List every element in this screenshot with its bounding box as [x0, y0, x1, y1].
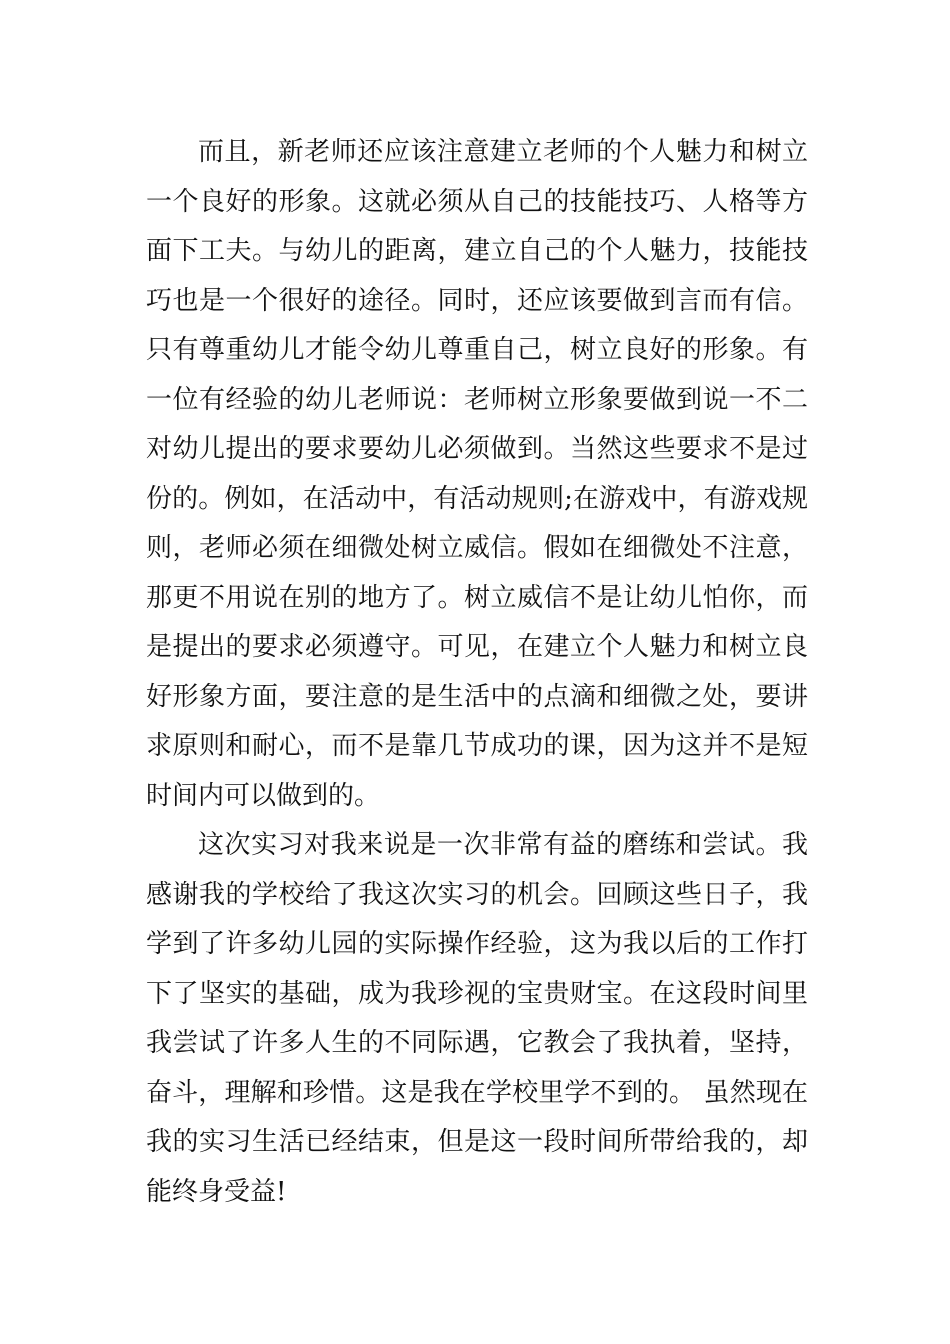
- text-line: 时间内可以做到的。: [146, 780, 381, 811]
- text-line: 好形象方面，要注意的是生活中的点滴和细微之处，要讲: [146, 681, 808, 712]
- text-line: 感谢我的学校给了我这次实习的机会。回顾这些日子，我: [146, 879, 808, 910]
- text-line: 面下工夫。与幼儿的距离，建立自己的个人魅力，技能技: [146, 236, 808, 266]
- paragraph-1: [146, 128, 808, 821]
- text-line: 这次实习对我来说是一次非常有益的磨练和尝试。我: [198, 830, 808, 860]
- text-line: 下了坚实的基础，成为我珍视的宝贵财宝。在这段时间里: [146, 978, 808, 1009]
- text-line: 一位有经验的幼儿老师说：老师树立形象要做到说一不二: [146, 384, 808, 415]
- text-line: 份的。例如，在活动中，有活动规则;在游戏中，有游戏规: [146, 483, 808, 514]
- text-line: 我尝试了许多人生的不同际遇，它教会了我执着，坚持，: [146, 1028, 808, 1058]
- text-line: 那更不用说在别的地方了。树立威信不是让幼儿怕你，而: [146, 582, 808, 613]
- text-line: 只有尊重幼儿才能令幼儿尊重自己，树立良好的形象。有: [146, 335, 808, 365]
- text-line: 是提出的要求必须遵守。可见，在建立个人魅力和树立良: [146, 632, 808, 662]
- text-line: 奋斗，理解和珍惜。这是我在学校里学不到的。 虽然现在: [146, 1077, 808, 1108]
- text-line: 巧也是一个很好的途径。同时，还应该要做到言而有信。: [146, 285, 808, 316]
- text-line: 能终身受益!: [146, 1176, 287, 1207]
- text-line: 而且，新老师还应该注意建立老师的个人魅力和树立: [198, 137, 808, 167]
- body-text: [146, 128, 808, 1217]
- text-line: 学到了许多幼儿园的实际操作经验，这为我以后的工作打: [146, 929, 808, 959]
- text-line: 则，老师必须在细微处树立威信。假如在细微处不注意，: [146, 533, 808, 563]
- text-line: 对幼儿提出的要求要幼儿必须做到。当然这些要求不是过: [146, 434, 808, 464]
- paragraph-2: [146, 821, 808, 1217]
- text-line: 一个良好的形象。这就必须从自己的技能技巧、人格等方: [146, 186, 808, 217]
- text-line: 我的实习生活已经结束，但是这一段时间所带给我的，却: [146, 1127, 808, 1157]
- text-line: 求原则和耐心，而不是靠几节成功的课，因为这并不是短: [146, 731, 808, 761]
